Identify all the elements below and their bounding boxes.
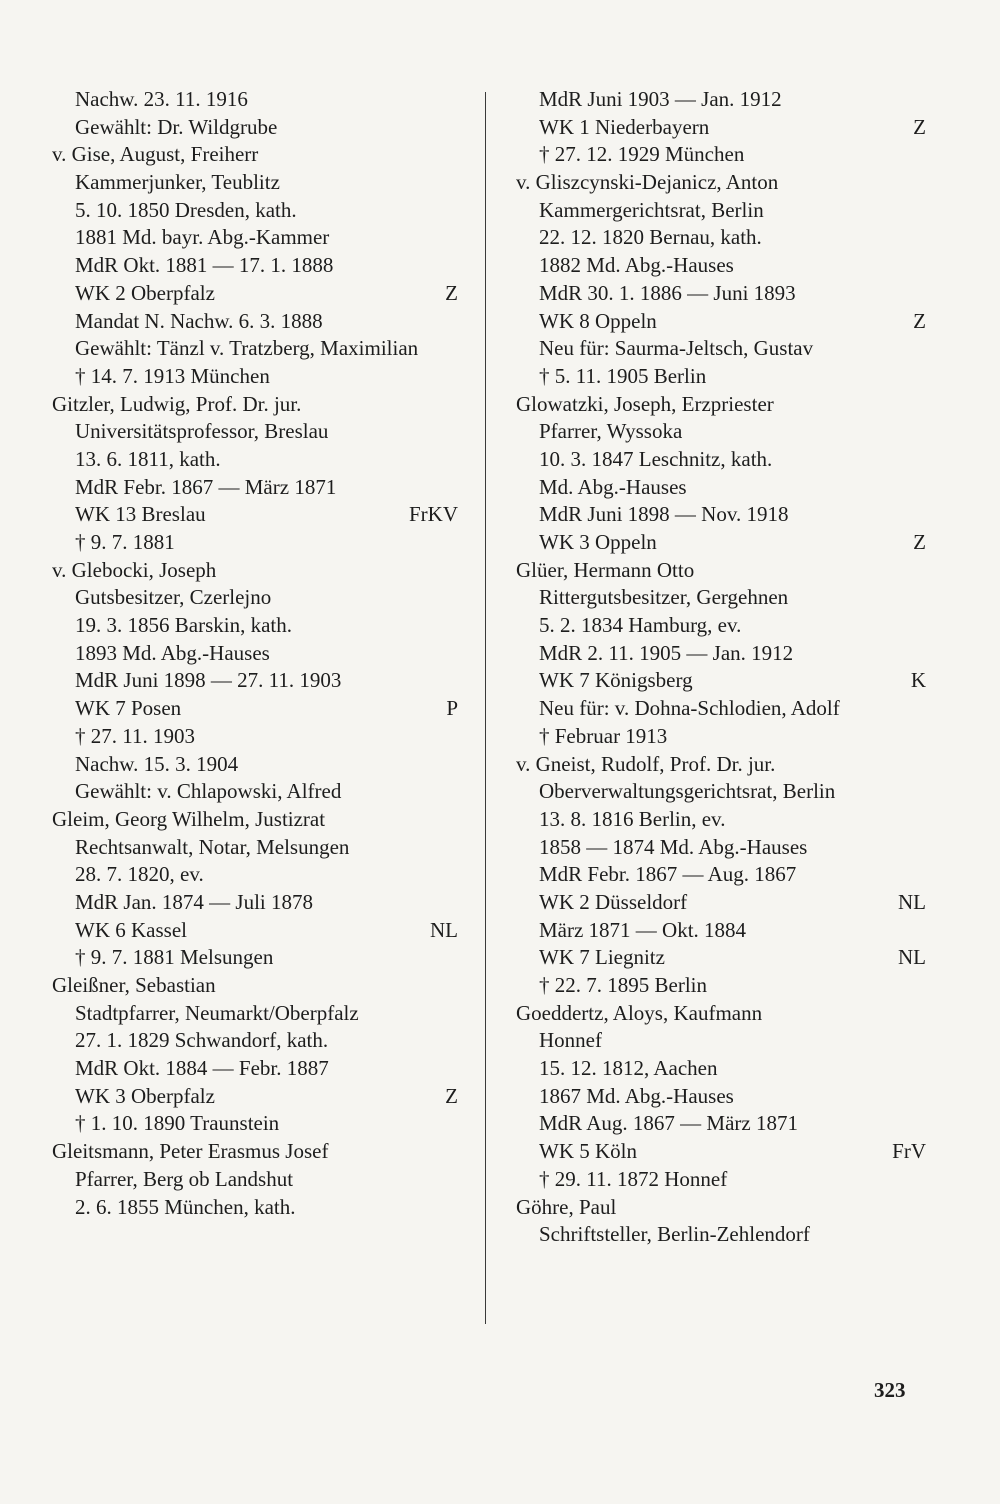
line-text: 1858 — 1874 Md. Abg.-Hauses (539, 834, 808, 859)
entry-detail-line (52, 917, 460, 945)
line-text: WK 2 Düsseldorf (539, 889, 688, 914)
line-text: MdR Jan. 1874 — Juli 1878 (75, 889, 314, 914)
line-text: Honnef (539, 1028, 602, 1053)
line-text: Schriftsteller, Berlin-Zehlendorf (539, 1222, 810, 1247)
line-text: Neu für: Saurma-Jeltsch, Gustav (539, 336, 814, 361)
line-text: † 14. 7. 1913 München (75, 363, 270, 388)
line-text: † 1. 10. 1890 Traunstein (75, 1111, 280, 1136)
line-text: WK 2 Oberpfalz (75, 280, 215, 305)
column-divider (485, 92, 486, 1324)
party-code: K (910, 668, 926, 693)
line-text: Oberverwaltungsgerichtsrat, Berlin (539, 779, 836, 804)
line-text: WK 7 Königsberg (539, 668, 693, 693)
line-text: MdR Okt. 1884 — Febr. 1887 (75, 1056, 329, 1081)
entry-detail-line (52, 86, 460, 114)
entry-name-line (516, 751, 928, 779)
line-text: MdR Aug. 1867 — März 1871 (539, 1111, 798, 1136)
line-text: Goeddertz, Aloys, Kaufmann (516, 1000, 763, 1025)
left-column (52, 86, 460, 1221)
biography-entry (52, 806, 460, 972)
entry-detail-line (516, 640, 928, 668)
line-text: MdR Febr. 1867 — Aug. 1867 (539, 862, 797, 887)
entry-detail-line (516, 917, 928, 945)
line-text: Rittergutsbesitzer, Gergehnen (539, 585, 789, 610)
entry-detail-line (52, 1166, 460, 1194)
line-text: 19. 3. 1856 Barskin, kath. (75, 613, 292, 638)
entry-name-line (52, 557, 460, 585)
party-code: NL (430, 917, 458, 942)
biography-entry (516, 1000, 928, 1194)
line-text: Glowatzki, Joseph, Erzpriester (516, 391, 774, 416)
entry-detail-line (516, 363, 928, 391)
party-code: Z (445, 1083, 458, 1108)
line-text: Gleim, Georg Wilhelm, Justizrat (52, 806, 326, 831)
line-text: WK 7 Liegnitz (539, 945, 665, 970)
entry-detail-line (52, 335, 460, 363)
entry-name-line (516, 169, 928, 197)
line-text: Pfarrer, Wyssoka (539, 419, 683, 444)
party-code: FrV (892, 1139, 926, 1164)
entry-detail-line (52, 834, 460, 862)
entry-detail-line (52, 280, 460, 308)
line-text: 27. 1. 1829 Schwandorf, kath. (75, 1028, 329, 1053)
entry-detail-line (52, 944, 460, 972)
entry-detail-line (52, 1000, 460, 1028)
line-text: 2. 6. 1855 München, kath. (75, 1194, 296, 1219)
line-text: WK 5 Köln (539, 1139, 637, 1164)
entry-detail-line (516, 501, 928, 529)
page-number: 323 (874, 1378, 906, 1402)
entry-detail-line (516, 1221, 928, 1249)
entry-detail-line (52, 751, 460, 779)
entry-detail-line (52, 501, 460, 529)
line-text: † 29. 11. 1872 Honnef (539, 1166, 728, 1191)
entry-detail-line (516, 889, 928, 917)
entry-detail-line (516, 1166, 928, 1194)
biography-entry (52, 972, 460, 1138)
entry-detail-line (516, 1083, 928, 1111)
line-text: Md. Abg.-Hauses (539, 474, 687, 499)
party-code: Z (445, 280, 458, 305)
entry-detail-line (516, 944, 928, 972)
line-text: Neu für: v. Dohna-Schlodien, Adolf (539, 696, 840, 721)
entry-detail-line (516, 529, 928, 557)
entry-detail-line (52, 418, 460, 446)
line-text: MdR 2. 11. 1905 — Jan. 1912 (539, 640, 794, 665)
entry-detail-line (516, 474, 928, 502)
entry-detail-line (52, 1194, 460, 1222)
entry-detail-line (52, 197, 460, 225)
entry-detail-line (52, 640, 460, 668)
entry-detail-line (52, 114, 460, 142)
line-text: WK 3 Oppeln (539, 530, 657, 554)
entry-detail-line (52, 889, 460, 917)
entry-detail-line (52, 723, 460, 751)
line-text: MdR Juni 1898 — 27. 11. 1903 (75, 668, 342, 693)
entry-detail-line (52, 252, 460, 280)
entry-name-line (52, 972, 460, 1000)
line-text: Gleitsmann, Peter Erasmus Josef (52, 1139, 329, 1164)
entry-detail-line (52, 529, 460, 557)
line-text: MdR Febr. 1867 — März 1871 (75, 474, 337, 499)
entry-detail-line (516, 1110, 928, 1138)
line-text: Nachw. 15. 3. 1904 (75, 751, 239, 776)
entry-detail-line (52, 474, 460, 502)
biography-entry (516, 751, 928, 1000)
line-text: 10. 3. 1847 Leschnitz, kath. (539, 446, 773, 471)
entry-detail-line (516, 1055, 928, 1083)
line-text: 13. 8. 1816 Berlin, ev. (539, 806, 726, 831)
entry-detail-line (516, 667, 928, 695)
entry-detail-line (516, 695, 928, 723)
entry-detail-line (52, 778, 460, 806)
line-text: WK 13 Breslau (75, 502, 206, 527)
entry-name-line (516, 557, 928, 585)
line-text: WK 7 Posen (75, 696, 182, 721)
entry-name-line (52, 806, 460, 834)
entry-name-line (52, 1138, 460, 1166)
line-text: 1893 Md. Abg.-Hauses (75, 640, 270, 665)
entry-detail-line (52, 446, 460, 474)
line-text: † 9. 7. 1881 Melsungen (75, 945, 274, 970)
line-text: MdR Juni 1898 — Nov. 1918 (539, 502, 789, 527)
party-code: Z (913, 114, 926, 139)
entry-detail-line (516, 612, 928, 640)
party-code: NL (898, 889, 926, 914)
entry-detail-line (52, 612, 460, 640)
party-code: Z (913, 308, 926, 333)
line-text: v. Gneist, Rudolf, Prof. Dr. jur. (516, 751, 776, 776)
line-text: 5. 10. 1850 Dresden, kath. (75, 197, 297, 222)
entry-detail-line (516, 834, 928, 862)
entry-name-line (516, 1000, 928, 1028)
entry-detail-line (516, 584, 928, 612)
party-code: NL (898, 945, 926, 970)
line-text: WK 3 Oberpfalz (75, 1083, 215, 1108)
biography-entry (516, 391, 928, 557)
line-text: Stadtpfarrer, Neumarkt/Oberpfalz (75, 1000, 359, 1025)
line-text: 1882 Md. Abg.-Hauses (539, 253, 734, 278)
biography-entry (52, 141, 460, 390)
entry-detail-line (516, 1138, 928, 1166)
line-text: Kammerjunker, Teublitz (75, 170, 280, 195)
line-text: 28. 7. 1820, ev. (75, 862, 204, 887)
right-column (516, 86, 928, 1249)
line-text: 22. 12. 1820 Bernau, kath. (539, 225, 762, 250)
entry-name-line (52, 391, 460, 419)
entry-detail-line (52, 1110, 460, 1138)
biography-entry (516, 557, 928, 751)
line-text: WK 8 Oppeln (539, 308, 657, 333)
party-code: FrKV (408, 502, 458, 527)
biography-entry (52, 557, 460, 806)
entry-detail-line (516, 861, 928, 889)
entry-detail-line (516, 86, 928, 114)
line-text: MdR 30. 1. 1886 — Juni 1893 (539, 280, 796, 305)
line-text: Pfarrer, Berg ob Landshut (75, 1166, 294, 1191)
line-text: † 9. 7. 1881 (75, 530, 175, 554)
entry-detail-line (516, 778, 928, 806)
entry-detail-line (52, 584, 460, 612)
entry-detail-line (52, 667, 460, 695)
line-text: März 1871 — Okt. 1884 (539, 917, 747, 942)
biography-entry (516, 1194, 928, 1249)
entry-detail-line (516, 197, 928, 225)
line-text: 5. 2. 1834 Hamburg, ev. (539, 613, 742, 638)
entry-detail-line (516, 308, 928, 336)
entry-name-line (52, 141, 460, 169)
line-text: Universitätsprofessor, Breslau (75, 419, 329, 444)
line-text: 15. 12. 1812, Aachen (539, 1056, 718, 1081)
line-text: † 22. 7. 1895 Berlin (539, 973, 707, 997)
line-text: Göhre, Paul (516, 1194, 617, 1219)
biography-entry (516, 86, 928, 169)
entry-detail-line (516, 114, 928, 142)
line-text: † 5. 11. 1905 Berlin (539, 363, 707, 388)
party-code: Z (913, 530, 926, 554)
line-text: Gitzler, Ludwig, Prof. Dr. jur. (52, 391, 302, 416)
party-code: P (446, 696, 458, 721)
biography-entry (52, 86, 460, 141)
entry-detail-line (516, 280, 928, 308)
line-text: Gleißner, Sebastian (52, 973, 216, 997)
entry-detail-line (516, 252, 928, 280)
biography-entry (52, 1138, 460, 1221)
line-text: † 27. 12. 1929 München (539, 142, 745, 167)
line-text: Glüer, Hermann Otto (516, 557, 695, 582)
biography-entry (52, 391, 460, 557)
line-text: Gutsbesitzer, Czerlejno (75, 585, 272, 610)
entry-detail-line (516, 972, 928, 1000)
entry-detail-line (52, 363, 460, 391)
line-text: † Februar 1913 (539, 723, 668, 748)
line-text: WK 1 Niederbayern (539, 114, 710, 139)
entry-detail-line (52, 1083, 460, 1111)
line-text: Nachw. 23. 11. 1916 (75, 87, 248, 111)
line-text: † 27. 11. 1903 (75, 723, 195, 748)
entry-detail-line (516, 141, 928, 169)
entry-detail-line (52, 695, 460, 723)
line-text: v. Gise, August, Freiherr (52, 142, 259, 167)
line-text: 13. 6. 1811, kath. (75, 446, 221, 471)
entry-detail-line (516, 806, 928, 834)
entry-detail-line (52, 1027, 460, 1055)
line-text: Rechtsanwalt, Notar, Melsungen (75, 834, 350, 859)
line-text: Mandat N. Nachw. 6. 3. 1888 (75, 308, 323, 333)
line-text: Gewählt: Tänzl v. Tratzberg, Maximilian (75, 336, 419, 361)
line-text: Gewählt: v. Chlapowski, Alfred (75, 779, 342, 804)
entry-detail-line (516, 224, 928, 252)
entry-detail-line (52, 861, 460, 889)
line-text: v. Gliszcynski-Dejanicz, Anton (516, 170, 779, 195)
line-text: v. Glebocki, Joseph (52, 557, 217, 582)
line-text: Kammergerichtsrat, Berlin (539, 197, 764, 222)
entry-detail-line (516, 723, 928, 751)
entry-name-line (516, 1194, 928, 1222)
line-text: WK 6 Kassel (75, 917, 187, 942)
entry-detail-line (52, 308, 460, 336)
entry-detail-line (516, 1027, 928, 1055)
entry-name-line (516, 391, 928, 419)
line-text: MdR Okt. 1881 — 17. 1. 1888 (75, 253, 334, 278)
line-text: 1881 Md. bayr. Abg.-Kammer (75, 225, 330, 250)
line-text: Gewählt: Dr. Wildgrube (75, 114, 278, 139)
biography-entry (516, 169, 928, 391)
entry-detail-line (52, 224, 460, 252)
line-text: 1867 Md. Abg.-Hauses (539, 1083, 734, 1108)
entry-detail-line (52, 169, 460, 197)
line-text: MdR Juni 1903 — Jan. 1912 (539, 87, 782, 111)
entry-detail-line (516, 418, 928, 446)
entry-detail-line (52, 1055, 460, 1083)
entry-detail-line (516, 335, 928, 363)
entry-detail-line (516, 446, 928, 474)
